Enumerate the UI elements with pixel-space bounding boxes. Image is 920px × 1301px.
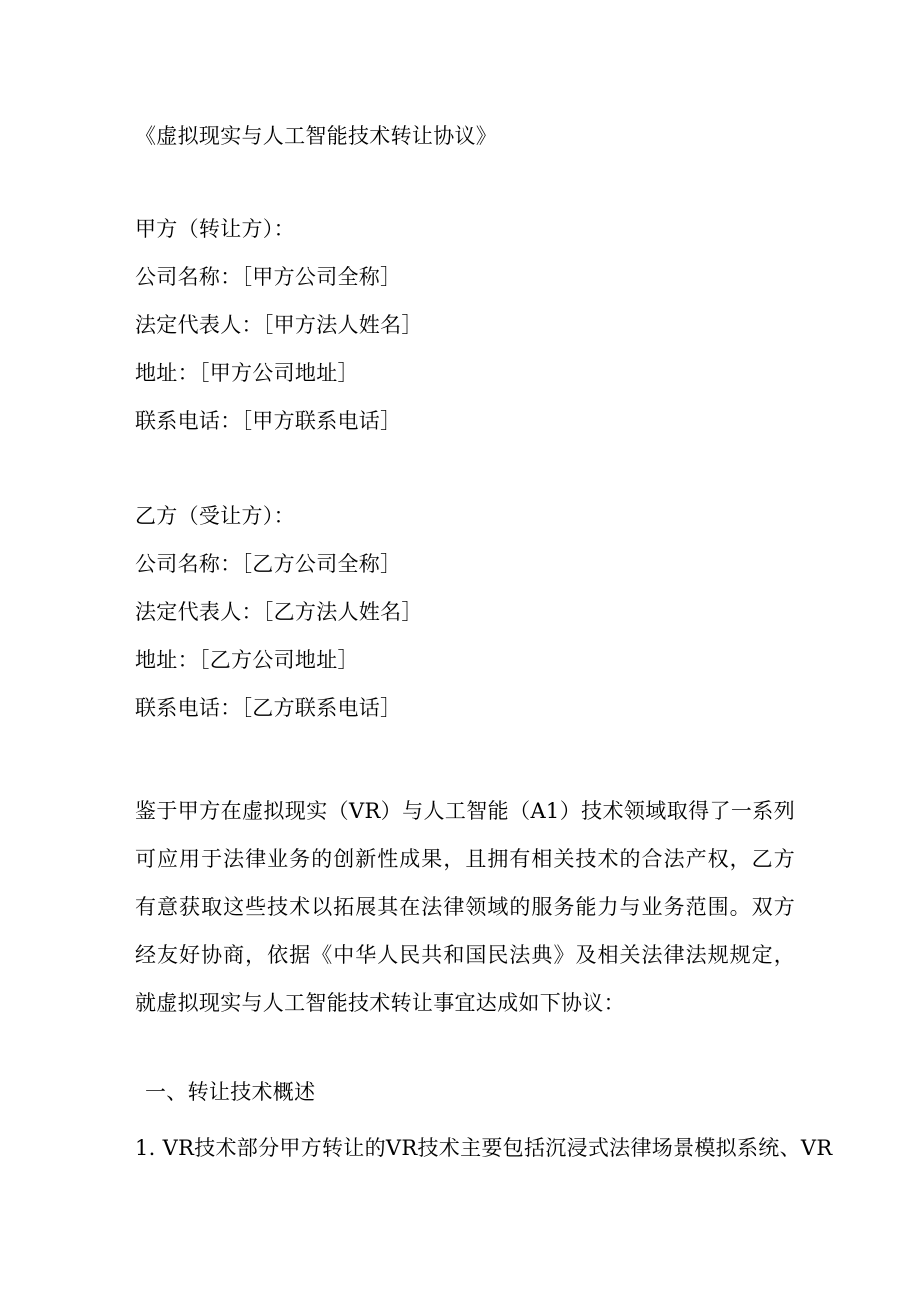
party-a-legal-rep: 法定代表人：［甲方法人姓名］ <box>135 313 423 337</box>
party-a-phone: 联系电话：［甲方联系电话］ <box>135 409 402 433</box>
section-heading: 一、转让技术概述 <box>145 1080 316 1104</box>
party-b-phone: 联系电话：［乙方联系电话］ <box>135 696 402 720</box>
document-title: 《虚拟现实与人工智能技术转让协议》 <box>135 124 498 148</box>
party-a-heading: 甲方（转让方）： <box>135 217 295 241</box>
party-b-company-name: 公司名称：［乙方公司全称］ <box>135 552 402 576</box>
party-a-address: 地址：［甲方公司地址］ <box>135 361 359 385</box>
party-b-legal-rep: 法定代表人：［乙方法人姓名］ <box>135 600 423 624</box>
party-a-company-name: 公司名称：［甲方公司全称］ <box>135 265 402 289</box>
party-b-heading: 乙方（受让方）： <box>135 504 295 528</box>
preamble-paragraph: 鉴于甲方在虚拟现实（VR）与人工智能（A1）技术领域取得了一系列可应用于法律业务的创新性成果，且拥有相关技术的合法产权，乙方有意获取这些技术以拓展其在法律领域的服务能力与业务范围。双方经友好协商，依据《中华人民共和国民法典》及相关法律法规规定，就虚拟现实与人工智能技术转让事宜达成如下协议： <box>135 799 795 1015</box>
party-b-address: 地址：［乙方公司地址］ <box>135 648 359 672</box>
clause-1: 1. VR技术部分甲方转让的VR技术主要包括沉浸式法律场景模拟系统、VR <box>135 1136 833 1160</box>
